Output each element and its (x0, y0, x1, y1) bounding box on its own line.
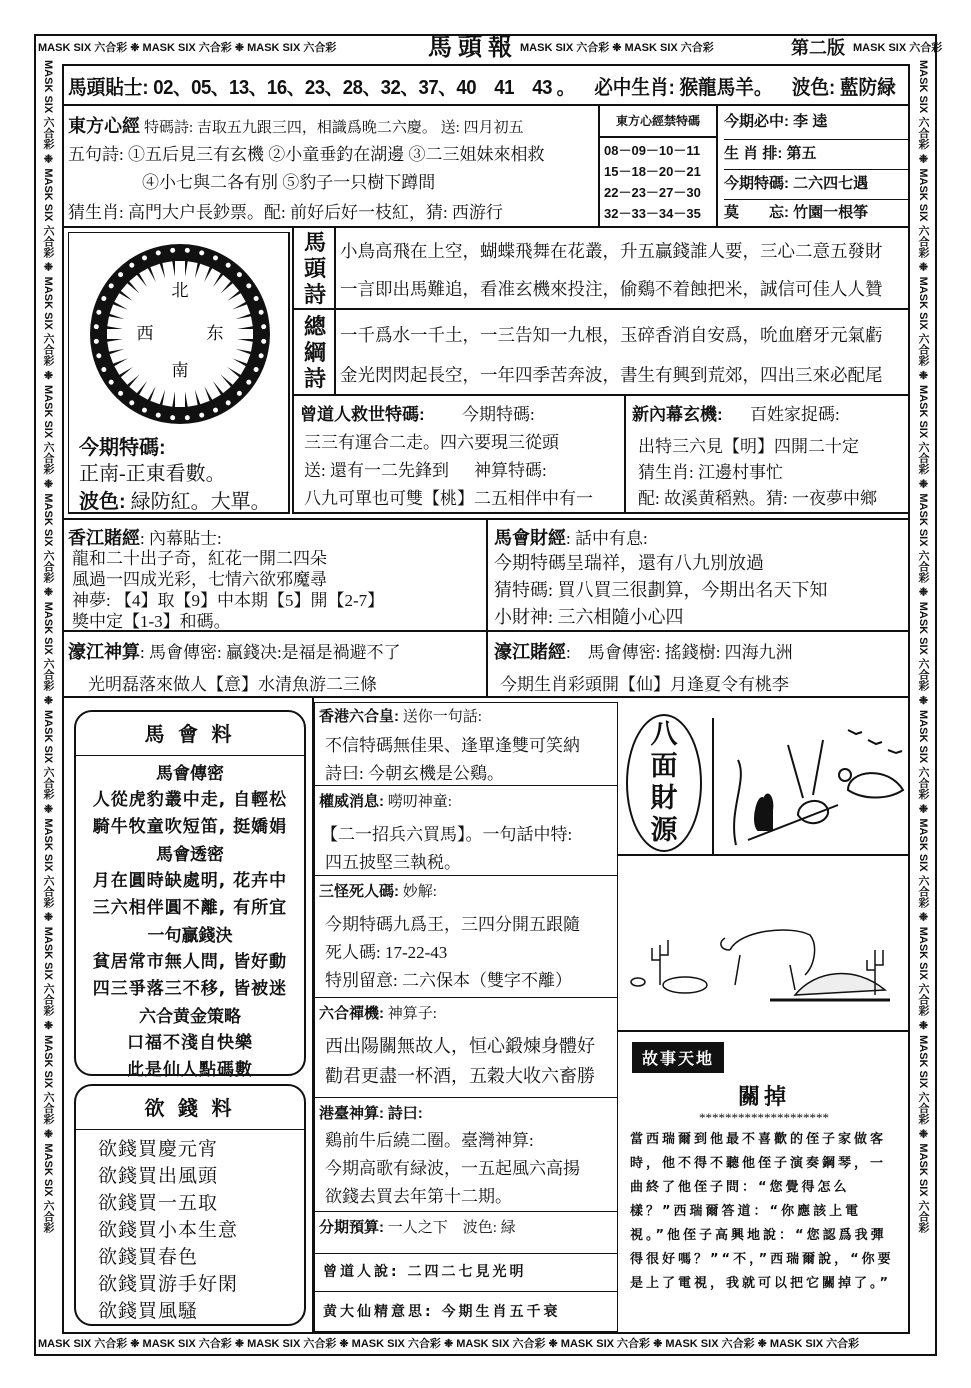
mahui-liao-line: 三六相伴圓不離, 有所宜 (92, 898, 288, 918)
story-stars: ******************** (699, 1110, 829, 1125)
section-line: 詩曰: 今朝玄機是公鷄。 (325, 764, 504, 783)
section-line: 西出陽關無故人，恒心鍛煉身體好 (325, 1036, 595, 1056)
section-title: 港臺神算: (319, 1105, 384, 1122)
mahui-liao-heading: 馬會傳密 (156, 764, 224, 783)
forbidden-table (600, 106, 718, 228)
poem-line: 金光閃閃起長空，一年四季苦奔波，書生有興到荒郊，四出三來必配尾 (340, 365, 883, 385)
mahui-liao-heading: 馬會透密 (156, 845, 224, 864)
matou-poem-label: 馬頭詩 (303, 230, 326, 307)
zengdaoren-line: 三三有運合二走。四六要現三從頭 (304, 433, 559, 452)
section-title: 分期預算: (319, 1219, 384, 1236)
info-label: 莫 忘: (724, 204, 789, 221)
section-sub: 妙解: (402, 884, 437, 900)
compass-tick (175, 391, 185, 407)
five-label: 五句詩: (68, 145, 124, 164)
five-line: ⑤豹子一只樹下蹲間 (282, 173, 436, 192)
haojiang-shensuan-line: 光明磊落來做人【意】水清魚游二三條 (88, 675, 377, 694)
matou-poem (292, 228, 910, 310)
huangdaxian-text: 黄大仙精意思: 今期生肖五千衰 (323, 1304, 561, 1320)
compass-wave-label: 波色: (79, 491, 126, 513)
section-sub: 送你一句話: (402, 709, 482, 725)
zengdaoren-line: 八九可單也可雙【桃】二五相伴中有一 (304, 489, 593, 508)
yuqian-liao-box (74, 1084, 306, 1326)
fenqi-section (314, 1212, 618, 1254)
section-sub: 一人之下 波色: 緑 (387, 1220, 516, 1236)
section-title: 權威消息: (319, 793, 384, 810)
compass-tick (175, 261, 185, 277)
border-band-top: MASK SIX 六合彩 (853, 42, 943, 54)
xiangjiang-section (62, 518, 488, 632)
quanwei-section (314, 786, 618, 876)
masthead-char: 頭 (458, 35, 482, 61)
compass-tick (237, 329, 253, 339)
info-value: 二六四七遇 (793, 175, 869, 192)
dongfang-title: 東方心經 (68, 116, 140, 136)
mahui-liao-line: 此是仙人點碼數 (127, 1060, 253, 1080)
mahui-liao-content (76, 760, 304, 1084)
huangdaxian (314, 1292, 618, 1332)
haojiang-shensuan-title: 濠江神算 (68, 642, 140, 662)
yuqian-line: 欲錢買游手好閑 (98, 1274, 239, 1295)
info-label: 生 肖 排: (724, 145, 783, 162)
yuqian-line: 欲錢買一五取 (98, 1193, 219, 1214)
section-line: 【二一招兵六買馬】。一句話中特: (321, 825, 573, 844)
yuqian-liao-title: 欲 錢 料 (76, 1092, 304, 1130)
story-text: 當西瑞爾到他最不喜歡的侄子家做客時，他不得不聽他侄子演奏鋼琴，一曲終了他侄子問：“您覺得怎么樣？”西瑞爾答道：“你應該上電視。”他侄子高興地說：“您認爲我彈得很好嗎？”“不，”西瑞爾說，“你要是上了電視，我就可以把它關掉了。” (630, 1132, 894, 1291)
section-line: 不信特碼無佳果、逢單逢雙可笑納 (325, 736, 580, 755)
border-band-right: MASK SIX 六合彩 ❉ MASK SIX 六合彩 ❉ MASK SIX 六合彩 ❉ MASK SIX 六合彩 ❉ MASK SIX 六合彩 ❉ MASK SIX 六合彩 ❉ MASK SIX 六合彩 ❉ MASK SIX 六合彩 ❉ MASK SIX 六合彩 ❉ MASK SIX 六合彩 ❉ MASK SIX 六合彩 (917, 60, 929, 1233)
dongfang-guess: 猜生肖: 高門大户長鈔票。配: 前好后好一枝紅，猜: 西游行 (68, 203, 503, 222)
mahui-liao-title: 馬 會 料 (76, 718, 304, 756)
border-band-bottom: MASK SIX 六合彩 ❉ MASK SIX 六合彩 ❉ MASK SIX 六合彩 ❉ MASK SIX 六合彩 ❉ MASK SIX 六合彩 ❉ MASK SIX 六合彩 ❉ MASK SIX 六合彩 ❉ MASK SIX 六合彩 (38, 1338, 860, 1350)
xiangjiang-title: 香江賭經 (68, 528, 140, 548)
section-line: 勸君更盡一杯酒，五穀大收六畜勝 (325, 1066, 595, 1086)
compass-wheel-icon (87, 241, 273, 427)
dongfang-section (62, 106, 600, 228)
compass-special-label: 今期特碼: (79, 437, 166, 459)
sheep-desert-illustration (630, 870, 900, 1020)
compass-west: 西 (136, 324, 154, 343)
bamian-title: 八 面 財 源 (650, 719, 678, 845)
poem-line: 小鳥高飛在上空，蝴蝶飛舞在花叢，升五贏錢誰人要，三心二意五發財 (340, 241, 883, 261)
section-title: 香港六合皇: (319, 708, 399, 725)
forbidden-row: 08－09－10－11 (604, 143, 701, 158)
section-sub: 神算子: (387, 1006, 437, 1022)
neimu-line: 配: 故溪黄稻熟。猜: 一夜夢中鄉 (638, 489, 877, 508)
info-label: 今期特碼: (724, 175, 789, 192)
sanguai-section (314, 876, 618, 998)
masthead-char: 報 (488, 35, 512, 61)
story-tag: 故事天地 (632, 1042, 724, 1073)
bamian-section (618, 700, 910, 856)
neimu-line: 猜生肖: 江邊村事忙 (638, 463, 783, 482)
poem-line: 一言即出馬難追，看准玄機來投注，偷鷄不着蝕把米，誠信可佳人人贊 (340, 279, 883, 299)
zonggang-poem-label: 總綱詩 (303, 314, 326, 391)
section-line: 死人碼: 17-22-43 (325, 943, 448, 962)
section-title: 六合禪機: (319, 1005, 384, 1022)
forbidden-row: 22－23－27－30 (604, 185, 701, 200)
neimu-sub: 百姓家捉碼: (750, 405, 840, 424)
section-line: 特別留意: 二六保本（雙字不離） (325, 971, 572, 990)
yuqian-liao-list (98, 1136, 238, 1325)
mahui-liao-line: 人從虎豹叢中走, 自輕松 (92, 790, 288, 810)
section-line: 今期高歌有緑波，一五起風六高揚 (325, 1159, 580, 1178)
mahui-liao-heading: 一句贏錢決 (147, 926, 233, 945)
haojiang-shensuan-sub: : 馬會傳密: 贏錢决:是福是禍避不了 (140, 643, 401, 662)
section-line: 鷄前牛后繞二圈。臺灣神算: (325, 1131, 534, 1150)
wave-label: 波色: (791, 76, 836, 99)
five-line: ①五后見三有玄機 (127, 145, 264, 164)
five-line: ④小七與二各有別 (142, 173, 278, 192)
section-sub: 嘮叨神童: (387, 794, 452, 810)
mahui-liao-line: 四三爭落三不移, 皆被迷 (92, 979, 288, 999)
compass-tick (107, 329, 123, 339)
section-title: 三怪死人碼: (319, 883, 399, 900)
info-table (718, 106, 910, 228)
xianggang-liuhehuang-section (314, 702, 618, 786)
haojiang-dujing-sub: : 馬會傳密: 搖錢樹: 四海九洲 (566, 643, 793, 662)
yuqian-line: 欲錢買慶元宵 (98, 1139, 219, 1160)
compass-section (68, 232, 290, 514)
liuhe-chanji-section (314, 998, 618, 1098)
xiangjiang-line: 神夢: 【4】取【9】中本期【5】開【2-7】 (72, 591, 385, 610)
zodiac-label: 必中生肖: (594, 76, 675, 99)
haojiang-dujing-line: 今期生肖彩頭開【仙】月逢夏令有桃李 (500, 675, 789, 694)
compass-south: 南 (171, 361, 189, 380)
masthead-char: 馬 (428, 35, 452, 61)
mahui-liao-box (74, 710, 306, 1080)
zengdaoren-sub2: 神算特碼: (474, 461, 547, 480)
tips-numbers: 02、05、13、16、23、28、32、37、40 41 43 。 (153, 76, 575, 99)
forbidden-row: 15－18－20－21 (604, 164, 701, 179)
edition-label: 第二版 (791, 38, 845, 58)
xiangjiang-line: 風過一四成光彩，七情六欲邪魔尋 (72, 570, 327, 589)
five-line: ③二三姐妹來相救 (408, 145, 545, 164)
compass-wave-value: 緑防紅。大單。 (130, 491, 271, 513)
gangtai-section (314, 1098, 618, 1212)
yuqian-line: 欲錢買出風頭 (98, 1166, 219, 1187)
info-value: 第五 (786, 145, 817, 162)
story-title: 關掉 (737, 1084, 790, 1109)
dongfang-poem: 特碼詩: 吉取五九跟三四，相識爲晚二六慶。 送: 四月初五 (144, 120, 524, 136)
zonggang-poem (292, 310, 910, 396)
mahui-liao-line: 貧居常市無人問, 皆好動 (92, 952, 288, 972)
zengdaoren-section (292, 396, 626, 514)
tips-label: 馬頭貼士: (68, 76, 149, 99)
zengdaoren-title: 曾道人救世特碼: (300, 405, 425, 424)
mahui-caijing-sub: : 話中有息: (566, 529, 648, 548)
mahui-liao-line: 月在圓時缺處明, 花卉中 (92, 871, 288, 891)
section-line: 今期特碼九爲王，三四分開五跟隨 (325, 915, 580, 934)
zengdaoren-send: 送: 還有一二先鋒到 (304, 461, 449, 480)
mahui-caijing-line: 小財神: 三六相隨小心四 (494, 607, 684, 627)
tips-row (64, 66, 908, 106)
masthead (420, 34, 520, 62)
info-value: 竹園一根筝 (793, 204, 869, 221)
wave-value: 藍防緑 (839, 76, 896, 99)
haojiang-dujing-section (488, 632, 910, 698)
compass-east: 东 (206, 324, 224, 343)
compass-special-value: 正南-正東看數。 (79, 463, 226, 485)
section-line: 欲錢去買去年第十二期。 (325, 1187, 512, 1206)
top-border-bar (38, 34, 943, 62)
yuqian-line: 欲錢買小本生意 (98, 1220, 239, 1241)
border-band-top: MASK SIX 六合彩 ❉ MASK SIX 六合彩 (520, 42, 714, 54)
mahui-caijing-title: 馬會財經 (494, 528, 566, 548)
neimu-section (626, 396, 910, 514)
mahui-caijing-line: 猜特碼: 買八買三很劃算，今期出名天下知 (494, 580, 828, 600)
zengdaoren-says-text: 曾道人說: 二四二七見光明 (323, 1264, 527, 1280)
xiangjiang-sub: : 內幕貼士: (140, 529, 222, 548)
mahui-liao-line: 口福不淺自快樂 (127, 1033, 253, 1053)
warrior-turtle-illustration (728, 720, 908, 850)
mahui-caijing-section (488, 518, 910, 632)
mahui-liao-heading: 六合黄金策略 (139, 1007, 241, 1026)
poem-line: 一千爲水一千土，一三告知一九根，玉碎香消自安爲，吮血磨牙元氣虧 (340, 325, 883, 345)
compass-north: 北 (171, 281, 189, 300)
yuqian-line: 欲錢買風騷 (98, 1301, 199, 1322)
haojiang-dujing-title: 濠江賭經 (494, 642, 566, 662)
mahui-caijing-line: 今期特碼呈瑞祥，還有八九別放過 (494, 553, 764, 573)
border-band-left: MASK SIX 六合彩 ❉ MASK SIX 六合彩 ❉ MASK SIX 六合彩 ❉ MASK SIX 六合彩 ❉ MASK SIX 六合彩 ❉ MASK SIX 六合彩 ❉ MASK SIX 六合彩 ❉ MASK SIX 六合彩 ❉ MASK SIX 六合彩 ❉ MASK SIX 六合彩 ❉ MASK SIX 六合彩 (42, 60, 54, 1233)
info-label: 今期必中: (724, 113, 789, 130)
yuqian-line: 欲錢買春色 (98, 1247, 199, 1268)
section-sub: 詩曰: (387, 1105, 423, 1122)
neimu-line: 出特三六見【明】四開二十定 (638, 437, 859, 456)
forbidden-title: 東方心經禁特碼 (600, 112, 716, 138)
five-line: ②小童垂釣在湖邊 (268, 145, 405, 164)
neimu-title: 新內幕玄機: (632, 405, 723, 424)
info-value: 李 逵 (793, 113, 828, 130)
zengdaoren-says (314, 1254, 618, 1292)
forbidden-row: 32－33－34－35 (604, 206, 701, 221)
border-band-top: MASK SIX 六合彩 ❉ MASK SIX 六合彩 ❉ MASK SIX 六合彩 (38, 42, 337, 54)
section-line: 四五披堅三執税。 (325, 853, 461, 872)
forbidden-numbers (604, 140, 701, 224)
zodiac-value: 猴龍馬羊。 (679, 76, 773, 99)
story-section (618, 1030, 910, 1334)
zengdaoren-sub: 今期特碼: (462, 405, 535, 424)
haojiang-shensuan-section (62, 632, 488, 698)
xiangjiang-line: 獎中定【1-3】和碼。 (72, 612, 231, 631)
mahui-liao-line: 騎牛牧童吹短笛, 挺嬌娟 (92, 817, 288, 837)
xiangjiang-line: 龍和二十出子奇，紅花一開二四朵 (72, 549, 327, 568)
